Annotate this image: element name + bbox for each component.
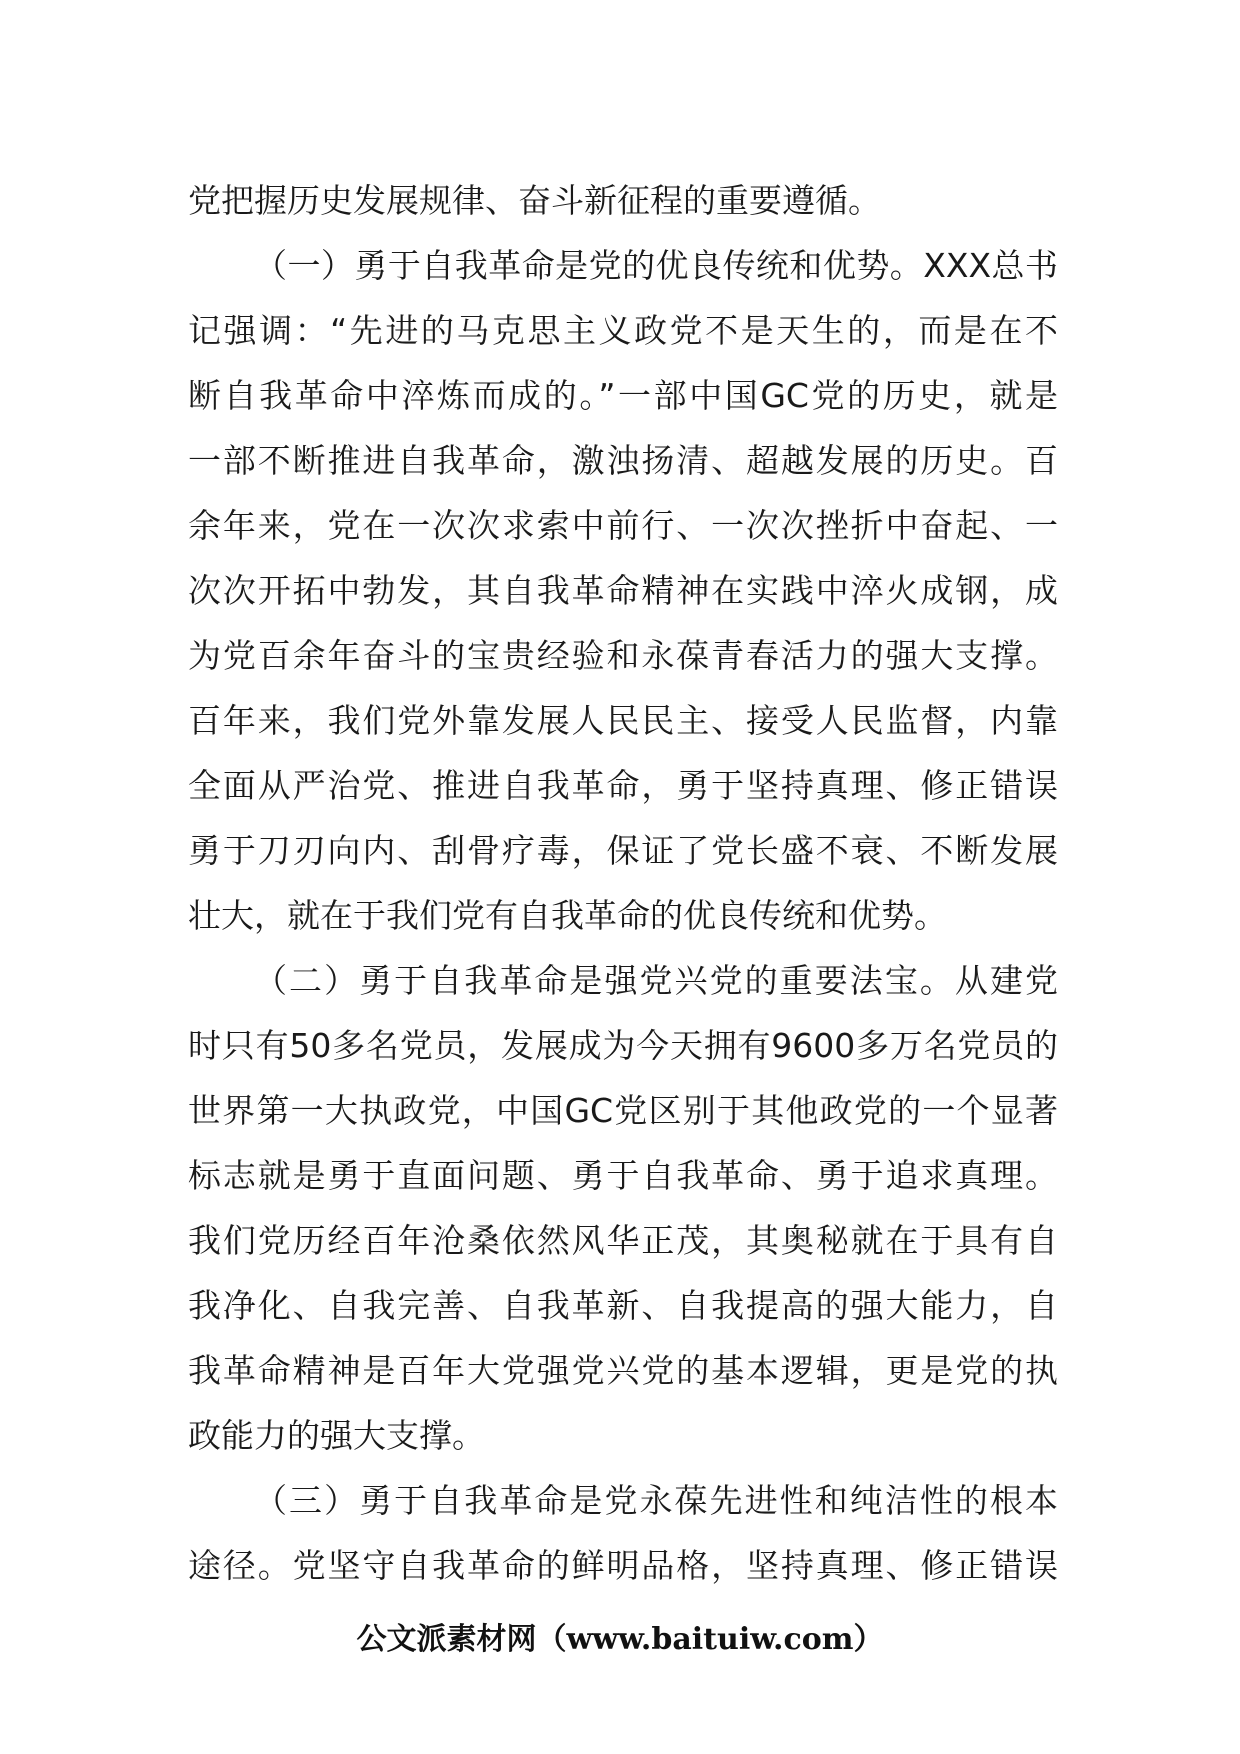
text-line: 全面从严治党、推进自我革命，勇于坚持真理、修正错误 [188, 766, 1058, 805]
document-body [188, 168, 1058, 1598]
text-line: 党把握历史发展规律、奋斗新征程的重要遵循。 [188, 181, 881, 220]
text-line: 途径。党坚守自我革命的鲜明品格，坚持真理、修正错误 [188, 1546, 1058, 1585]
text-line: 我净化、自我完善、自我革新、自我提高的强大能力，自 [188, 1286, 1058, 1325]
text-line: 政能力的强大支撑。 [188, 1416, 485, 1455]
text-line: 断自我革命中淬炼而成的。”一部中国GC党的历史，就是 [188, 376, 1058, 415]
text-line: 时只有50多名党员，发展成为今天拥有9600多万名党员的 [188, 1026, 1058, 1065]
text-line: 次次开拓中勃发，其自我革命精神在实践中淬火成钢，成 [188, 571, 1058, 610]
text-line: （一）勇于自我革命是党的优良传统和优势。XXX总书 [254, 246, 1058, 285]
text-line: 勇于刀刃向内、刮骨疗毒，保证了党长盛不衰、不断发展 [188, 831, 1058, 870]
text-line: 百年来，我们党外靠发展人民民主、接受人民监督，内靠 [188, 701, 1058, 740]
text-line: 标志就是勇于直面问题、勇于自我革命、勇于追求真理。 [188, 1156, 1058, 1195]
text-line: 世界第一大执政党，中国GC党区别于其他政党的一个显著 [188, 1091, 1058, 1130]
text-line: 为党百余年奋斗的宝贵经验和永葆青春活力的强大支撑。 [188, 636, 1058, 675]
text-line: 记强调：“先进的马克思主义政党不是天生的，而是在不 [188, 311, 1058, 350]
text-line: 我们党历经百年沧桑依然风华正茂，其奥秘就在于具有自 [188, 1221, 1058, 1260]
text-line: 我革命精神是百年大党强党兴党的基本逻辑，更是党的执 [188, 1351, 1058, 1390]
text-line: （三）勇于自我革命是党永葆先进性和纯洁性的根本 [254, 1481, 1058, 1520]
text-line: 一部不断推进自我革命，激浊扬清、超越发展的历史。百 [188, 441, 1058, 480]
footer-watermark: 公文派素材网（www.baituiw.com） [356, 1622, 884, 1657]
text-line: 余年来，党在一次次求索中前行、一次次挫折中奋起、一 [188, 506, 1058, 545]
text-line: 壮大，就在于我们党有自我革命的优良传统和优势。 [188, 896, 947, 935]
text-line: （二）勇于自我革命是强党兴党的重要法宝。从建党 [254, 961, 1058, 1000]
